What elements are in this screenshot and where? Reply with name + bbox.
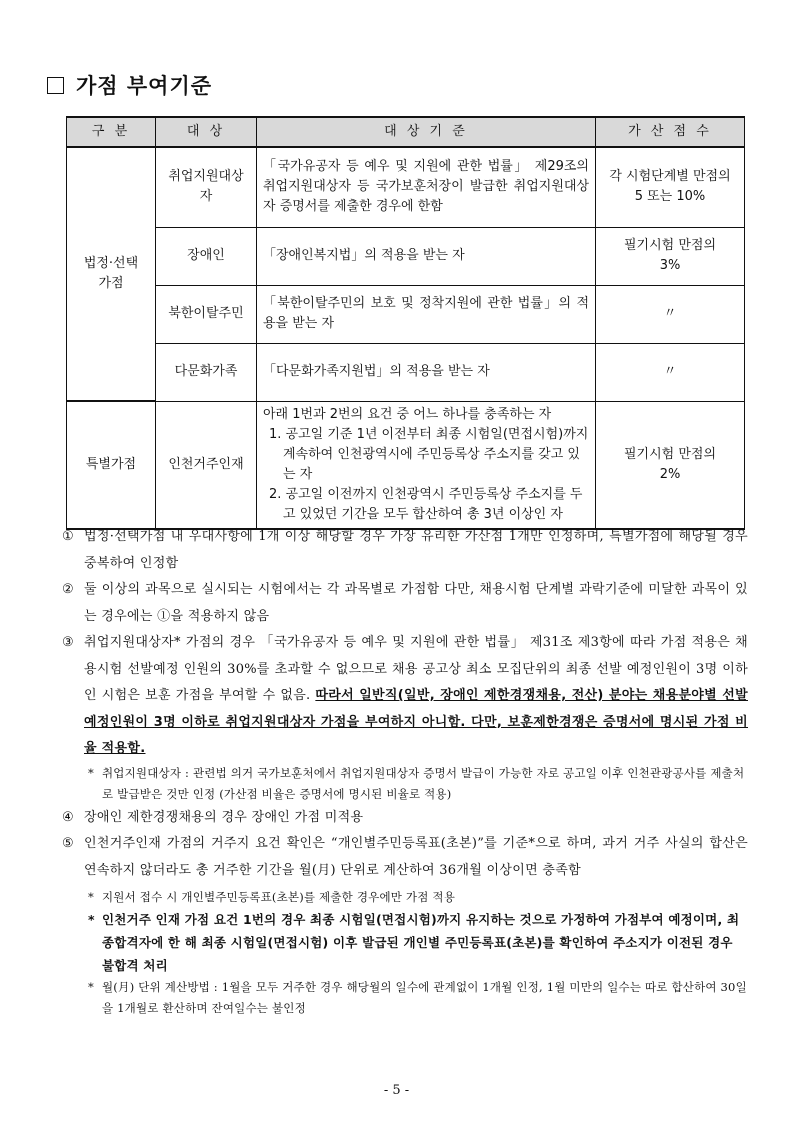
standard-cell: 「장애인복지법」의 적용을 받는 자	[257, 227, 596, 285]
group-legal: 법정·선택가점	[67, 147, 156, 401]
note-emphasis: 따라서 일반직(일반, 장애인 제한경쟁채용, 전산) 분야는 채용분야별 선발 예정인원이 3명 이하로 취업지원대상자 가점을 부여하지 아니함. 다만, 보훈제한경쟁은 증명서에 명시된 가점 비율 적용함.	[84, 688, 748, 756]
note-3	[62, 630, 748, 763]
special-intro: 아래 1번과 2번의 요건 중 어느 하나를 충족하는 자	[263, 406, 552, 422]
note-5	[62, 831, 748, 884]
table-row	[67, 343, 745, 401]
note-text: 지원서 접수 시 개인별주민등록표(초본)를 제출한 경우에만 가점 적용	[102, 890, 456, 904]
target-cell: 장애인	[156, 227, 257, 285]
note-5-sub-3	[62, 977, 748, 1019]
note-marker: *	[88, 765, 94, 780]
table-row	[67, 401, 745, 529]
note-5-sub-2	[62, 908, 748, 977]
target-cell: 인천거주인재	[156, 401, 257, 529]
bonus-criteria-table	[66, 116, 745, 530]
target-cell: 북한이탈주민	[156, 285, 257, 343]
special-item-2: 2. 공고일 이전까지 인천광역시 주민등록상 주소지를 두고 있었던 기간을 모두 합산하여 총 3년 이상인 자	[269, 486, 583, 522]
checkbox-square-icon	[47, 77, 64, 94]
table-row	[67, 227, 745, 285]
standard-cell	[257, 401, 596, 529]
header-points: 가 산 점 수	[596, 117, 745, 147]
note-marker: ③	[62, 635, 74, 650]
points-cell: 필기시험 만점의 2%	[596, 401, 745, 529]
note-text: 취업지원대상자* 가점의 경우 「국가유공자 등 예우 및 지원에 관한 법률」 제31조 제3항에 따라 가점 적용은 채용시험 선발예정 인원의 30%를 초과할 수 없으므로 채용 공고상 최소 모집단위의 최종 선발 예정인원이 3명 이하인 시험은 보훈 가점을 부여할 수 없음.	[84, 635, 748, 703]
table-header-row	[67, 117, 745, 147]
note-text: 둘 이상의 과목으로 실시되는 시험에서는 각 과목별로 가점함 다만, 채용시험 단계별 과락기준에 미달한 과목이 있는 경우에는 ①을 적용하지 않음	[84, 582, 748, 624]
note-marker: ①	[62, 529, 74, 544]
note-marker: *	[88, 890, 94, 904]
header-gubun: 구 분	[67, 117, 156, 147]
note-marker: ④	[62, 809, 74, 825]
note-text: 월(月) 단위 계산방법 : 1월을 모두 거주한 경우 해당월의 일수에 관계없이 1개월 인정, 1월 미만의 일수는 따로 합산하여 30일을 1개월로 환산하며 잔여일수는 불인정	[102, 980, 747, 1015]
note-2	[62, 577, 748, 630]
note-3-sub	[62, 763, 748, 805]
note-marker: ⑤	[62, 836, 74, 851]
target-cell: 취업지원대상자	[156, 147, 257, 227]
notes-section	[62, 524, 748, 1019]
note-text: 장애인 제한경쟁채용의 경우 장애인 가점 미적용	[84, 809, 364, 825]
standard-cell: 「다문화가족지원법」의 적용을 받는 자	[257, 343, 596, 401]
points-cell: 〃	[596, 285, 745, 343]
page-title	[47, 70, 212, 100]
note-text: 인천거주인재 가점의 거주지 요건 확인은 “개인별주민등록표(초본)”를 기준*으로 하며, 과거 거주 사실의 합산은 연속하지 않더라도 총 거주한 기간을 월(月) 단위로 계산하여 36개월 이상이면 충족함	[84, 836, 748, 878]
note-text: 법정·선택가점 내 우대사항에 1개 이상 해당할 경우 가장 유리한 가산점 1개만 인정하며, 특별가점에 해당될 경우 중복하여 인정함	[84, 529, 748, 571]
target-cell: 다문화가족	[156, 343, 257, 401]
table-row	[67, 285, 745, 343]
note-text: 취업지원대상자 : 관련법 의거 국가보훈처에서 취업지원대상자 증명서 발급이 가능한 자로 공고일 이후 인천관광공사를 제출처로 발급받은 것만 인정 (가산점 비율은 증명서에 명시된 비율로 적용)	[102, 765, 745, 801]
points-cell: 〃	[596, 343, 745, 401]
special-item-1: 1. 공고일 기준 1년 이전부터 최종 시험일(면접시험)까지 계속하여 인천광역시에 주민등록상 주소지를 갖고 있는 자	[269, 426, 589, 482]
note-marker: ②	[62, 582, 74, 597]
standard-cell: 「북한이탈주민의 보호 및 정착지원에 관한 법률」의 적용을 받는 자	[257, 285, 596, 343]
standard-cell: 「국가유공자 등 예우 및 지원에 관한 법률」 제29조의 취업지원대상자 등 국가보훈처장이 발급한 취업지원대상자 증명서를 제출한 경우에 한함	[257, 147, 596, 227]
note-marker: *	[88, 980, 94, 994]
points-cell: 필기시험 만점의 3%	[596, 227, 745, 285]
table-row	[67, 147, 745, 227]
group-special: 특별가점	[67, 401, 156, 529]
header-standard: 대 상 기 준	[257, 117, 596, 147]
page-number: - 5 -	[383, 1083, 410, 1098]
points-cell: 각 시험단계별 만점의 5 또는 10%	[596, 147, 745, 227]
note-marker: *	[88, 912, 95, 927]
note-text: 인천거주 인재 가점 요건 1번의 경우 최종 시험일(면접시험)까지 유지하는 것으로 가정하여 가점부여 예정이며, 최종합격자에 한 해 최종 시험일(면접시험) 이후 발급된 개인별 주민등록표(초본)를 확인하여 주소지가 이전된 경우 불합격 처리	[102, 912, 740, 973]
header-target: 대 상	[156, 117, 257, 147]
note-1	[62, 524, 748, 577]
note-4	[62, 805, 748, 832]
note-5-sub-1	[62, 887, 748, 908]
page-title-text: 가점 부여기준	[76, 74, 213, 98]
